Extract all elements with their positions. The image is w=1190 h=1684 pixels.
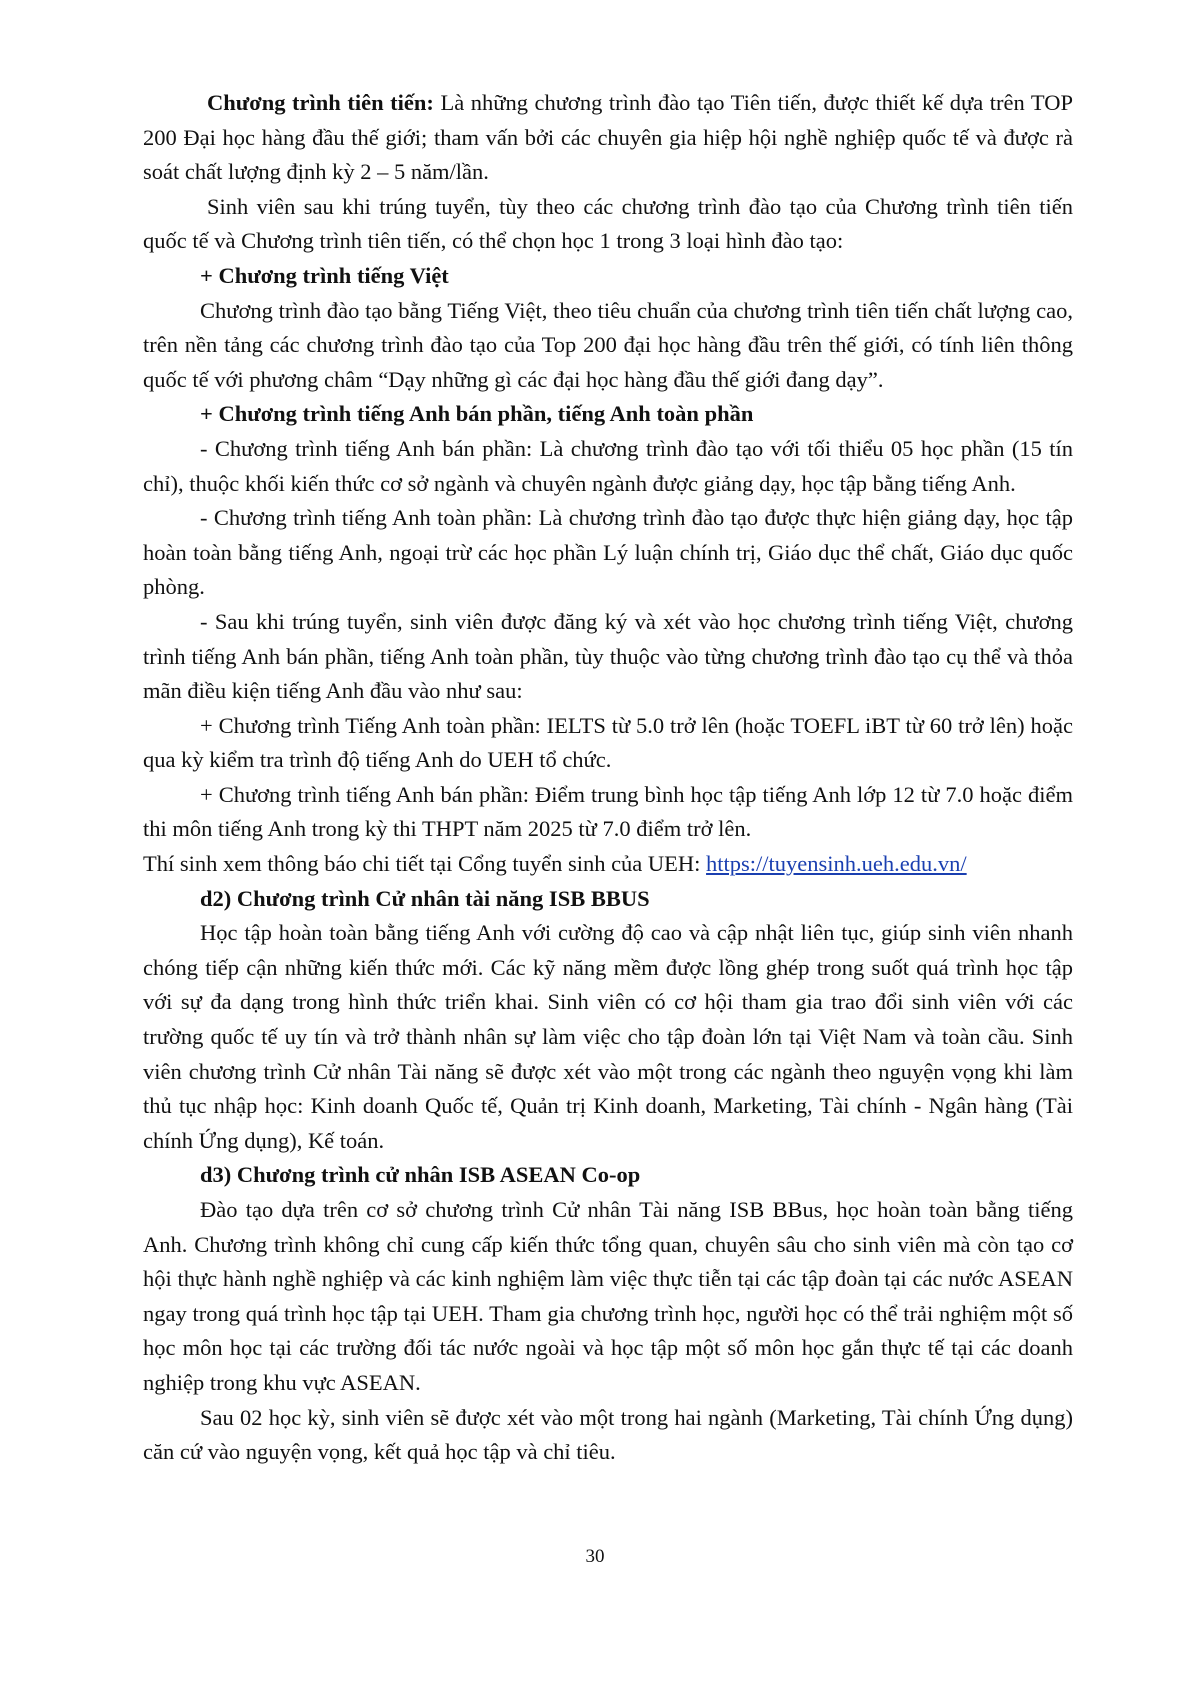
paragraph-partial-english-requirement: + Chương trình tiếng Anh bán phần: Điểm trung bình học tập tiếng Anh lớp 12 từ 7.0 hoặc điểm thi môn tiếng Anh trong kỳ thi THPT năm 2025 từ 7.0 điểm trở lên. bbox=[143, 781, 1073, 842]
page-number: 30 bbox=[585, 1546, 605, 1567]
page-body bbox=[143, 86, 1073, 1470]
advanced-program-text: Là những chương trình đào tạo Tiên tiến, được thiết kế dựa trên TOP 200 Đại học hàng đầu thế giới; tham vấn bởi các chuyên gia hiệp hội nghề nghiệp quốc tế và được rà soát chất lượng định kỳ 2 – 5 năm/lần. bbox=[143, 90, 1073, 185]
heading-isb-bbus: d2) Chương trình Cử nhân tài năng ISB BBUS bbox=[200, 885, 650, 911]
heading-vietnamese-program: + Chương trình tiếng Việt bbox=[200, 262, 449, 288]
paragraph-advanced-program bbox=[143, 86, 1073, 190]
heading-isb-asean-coop: d3) Chương trình cử nhân ISB ASEAN Co-op bbox=[200, 1162, 641, 1188]
paragraph-isb-asean-coop: Đào tạo dựa trên cơ sở chương trình Cử nhân Tài năng ISB BBus, học hoàn toàn bằng tiếng Anh. Chương trình không chỉ cung cấp kiến thức tổng quan, chuyên sâu cho sinh viên mà còn tạo cơ hội thực hành nghề nghiệp và các kinh nghiệm làm việc thực tiễn tại các tập đoàn tại các nước ASEAN ngay trong quá trình học tập tại UEH. Tham gia chương trình học, người học có thể trải nghiệm một số học môn học tại các trường đối tác nước ngoài và học tập một số môn học gắn thực tế tại các doanh nghiệp trong khu vực ASEAN. bbox=[143, 1197, 1073, 1395]
paragraph-isb-bbus: Học tập hoàn toàn bằng tiếng Anh với cường độ cao và cập nhật liên tục, giúp sinh viên nhanh chóng tiếp cận những kiến thức mới. Các kỹ năng mềm được lồng ghép trong suốt quá trình học tập với sự đa dạng trong hình thức triển khai. Sinh viên có cơ hội tham gia trao đổi sinh viên với các trường quốc tế uy tín và trở thành nhân sự làm việc cho tập đoàn lớn tại Việt Nam và toàn cầu. Sinh viên chương trình Cử nhân Tài năng sẽ được xét vào một trong các ngành theo nguyện vọng khi làm thủ tục nhập học: Kinh doanh Quốc tế, Quản trị Kinh doanh, Marketing, Tài chính - Ngân hàng (Tài chính Ứng dụng), Kế toán. bbox=[143, 920, 1073, 1153]
paragraph-training-types: Sinh viên sau khi trúng tuyển, tùy theo các chương trình đào tạo của Chương trình tiên tiến quốc tế và Chương trình tiên tiến, có thể chọn học 1 trong 3 loại hình đào tạo: bbox=[143, 193, 1073, 254]
admission-portal-text: Thí sinh xem thông báo chi tiết tại Cổng tuyển sinh của UEH: bbox=[143, 851, 707, 877]
heading-english-program: + Chương trình tiếng Anh bán phần, tiếng Anh toàn phần bbox=[200, 401, 754, 427]
paragraph-vietnamese-program: Chương trình đào tạo bằng Tiếng Việt, theo tiêu chuẩn của chương trình tiên tiến chất lượng cao, trên nền tảng các chương trình đào tạo của Top 200 đại học hàng đầu trên thế giới, có tính liên thông quốc tế với phương châm “Dạy những gì các đại học hàng đầu thế giới đang dạy”. bbox=[143, 297, 1073, 392]
paragraph-major-selection: Sau 02 học kỳ, sinh viên sẽ được xét vào một trong hai ngành (Marketing, Tài chính Ứng dụng) căn cứ vào nguyện vọng, kết quả học tập và chỉ tiêu. bbox=[143, 1404, 1073, 1465]
paragraph-partial-english: - Chương trình tiếng Anh bán phần: Là chương trình đào tạo với tối thiểu 05 học phần (15 tín chỉ), thuộc khối kiến thức cơ sở ngành và chuyên ngành được giảng dạy, học tập bằng tiếng Anh. bbox=[143, 435, 1073, 496]
paragraph-full-english: - Chương trình tiếng Anh toàn phần: Là chương trình đào tạo được thực hiện giảng dạy, học tập hoàn toàn bằng tiếng Anh, ngoại trừ các học phần Lý luận chính trị, Giáo dục thể chất, Giáo dục quốc phòng. bbox=[143, 505, 1073, 600]
paragraph-admission-portal bbox=[143, 847, 1073, 882]
paragraph-full-english-requirement: + Chương trình Tiếng Anh toàn phần: IELTS từ 5.0 trở lên (hoặc TOEFL iBT từ 60 trở lên) hoặc qua kỳ kiểm tra trình độ tiếng Anh do UEH tổ chức. bbox=[143, 712, 1073, 773]
admission-portal-link[interactable]: https://tuyensinh.ueh.edu.vn/ bbox=[706, 851, 967, 877]
advanced-program-lead: Chương trình tiên tiến: bbox=[207, 90, 434, 115]
paragraph-enrollment: - Sau khi trúng tuyển, sinh viên được đăng ký và xét vào học chương trình tiếng Việt, chương trình tiếng Anh bán phần, tiếng Anh toàn phần, tùy thuộc vào từng chương trình đào tạo cụ thể và thỏa mãn điều kiện tiếng Anh đầu vào như sau: bbox=[143, 608, 1073, 704]
